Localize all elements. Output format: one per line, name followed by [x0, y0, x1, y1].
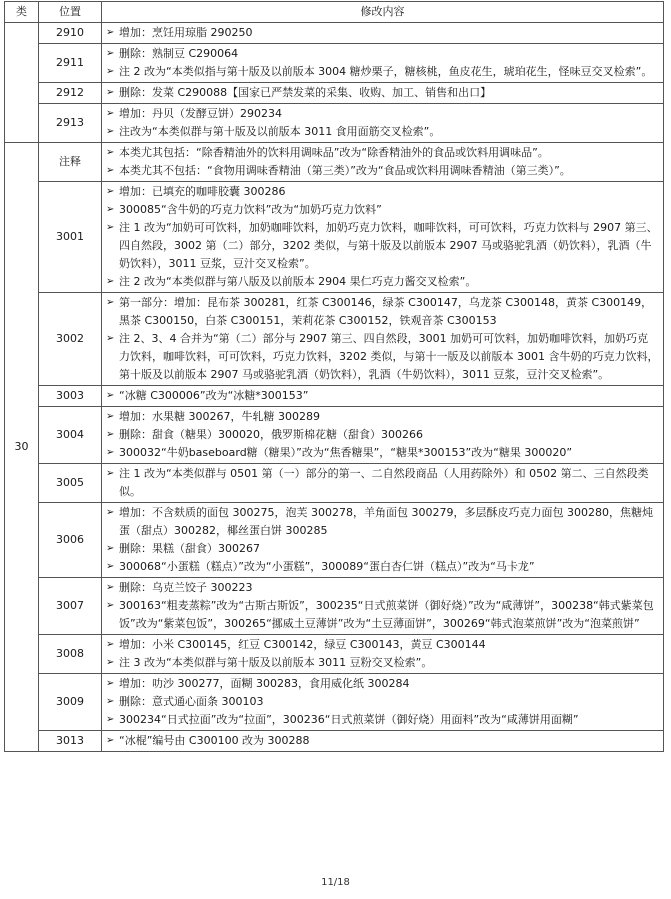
list-item — [106, 444, 659, 462]
item-text: 增加：丹贝（发酵豆饼）290234 — [119, 107, 282, 120]
table-row — [5, 464, 664, 503]
list-item — [106, 294, 659, 330]
arrow-bullet-icon: ➢ — [106, 333, 115, 344]
list-item — [106, 504, 659, 540]
table-row — [5, 386, 664, 407]
arrow-bullet-icon: ➢ — [106, 561, 115, 572]
item-text: 删除：果糕（甜食）300267 — [119, 542, 260, 555]
class-cell — [5, 23, 39, 143]
arrow-bullet-icon: ➢ — [106, 411, 115, 422]
content-cell — [102, 674, 664, 731]
table-row — [5, 674, 664, 731]
list-item — [106, 693, 659, 711]
item-text: “冰棍”编号由 C300100 改为 300288 — [119, 734, 310, 747]
arrow-bullet-icon: ➢ — [106, 126, 115, 137]
list-item — [106, 540, 659, 558]
content-cell — [102, 578, 664, 635]
position-cell: 3009 — [39, 674, 102, 731]
arrow-bullet-icon: ➢ — [106, 429, 115, 440]
table-row — [5, 578, 664, 635]
arrow-bullet-icon: ➢ — [106, 447, 115, 458]
item-text: 300085“含牛奶的巧克力饮料”改为“加奶巧克力饮料” — [119, 203, 382, 216]
arrow-bullet-icon: ➢ — [106, 507, 115, 518]
item-text: 删除：发菜 C290088【国家已严禁发菜的采集、收购、加工、销售和出口】 — [119, 86, 492, 99]
item-text: “冰糖 C300006”改为“冰糖*300153” — [119, 389, 309, 402]
arrow-bullet-icon: ➢ — [106, 186, 115, 197]
position-cell: 3004 — [39, 407, 102, 464]
page-number: 11/18 — [321, 877, 350, 888]
arrow-bullet-icon: ➢ — [106, 297, 115, 308]
list-item — [106, 387, 659, 405]
arrow-bullet-icon: ➢ — [106, 714, 115, 725]
item-text: 增加：叻沙 300277，面糊 300283，食用威化纸 300284 — [119, 677, 410, 690]
item-text: 删除：熟制豆 C290064 — [119, 47, 239, 60]
item-text: 第一部分：增加：昆布茶 300281，红茶 C300146，绿茶 C300147，乌龙茶 C300148，黄茶 C300149，黑茶 C300150，白茶 C300151，茉莉花茶 C300152，铁观音茶 C300153 — [119, 296, 653, 327]
arrow-bullet-icon: ➢ — [106, 66, 115, 77]
arrow-bullet-icon: ➢ — [106, 639, 115, 650]
list-item — [106, 408, 659, 426]
list-item — [106, 711, 659, 729]
list-item — [106, 84, 659, 102]
item-text: 增加：不含麸质的面包 300275，泡芙 300278，羊角面包 300279，多层酥皮巧克力面包 300280，焦糖炖蛋（甜点）300282，椰丝蛋白饼 300285 — [119, 506, 653, 537]
arrow-bullet-icon: ➢ — [106, 735, 115, 746]
position-cell: 2911 — [39, 44, 102, 83]
list-item — [106, 105, 659, 123]
arrow-bullet-icon: ➢ — [106, 543, 115, 554]
arrow-bullet-icon: ➢ — [106, 696, 115, 707]
content-cell — [102, 503, 664, 578]
header-content: 修改内容 — [102, 2, 664, 23]
position-cell: 注释 — [39, 143, 102, 182]
position-cell: 3006 — [39, 503, 102, 578]
list-item — [106, 597, 659, 633]
item-text: 300068“小蛋糕（糕点）”改为“小蛋糕”，300089“蛋白杏仁饼（糕点）”改为“马卡龙” — [119, 560, 535, 573]
list-item — [106, 201, 659, 219]
item-text: 增加：水果糖 300267，牛轧糖 300289 — [119, 410, 320, 423]
header-position: 位置 — [39, 2, 102, 23]
arrow-bullet-icon: ➢ — [106, 468, 115, 479]
arrow-bullet-icon: ➢ — [106, 222, 115, 233]
position-cell: 3003 — [39, 386, 102, 407]
item-text: 删除：乌克兰饺子 300223 — [119, 581, 253, 594]
table-row — [5, 23, 664, 44]
list-item — [106, 144, 659, 162]
list-item — [106, 123, 659, 141]
arrow-bullet-icon: ➢ — [106, 108, 115, 119]
table-row — [5, 182, 664, 293]
list-item — [106, 675, 659, 693]
item-text: 300032“牛奶baseboard糖（糖果）”改为“焦香糖果”，“糖果*300153”改为“糖果 300020” — [119, 446, 573, 459]
table-row — [5, 293, 664, 386]
item-text: 注 1 改为“加奶可可饮料，加奶咖啡饮料，加奶巧克力饮料，咖啡饮料，可可饮料，巧克力饮料与 2907 第三、四自然段，3002 第（二）部分，3202 类似，与第十版及以前版本 2907 马或骆驼乳酒（奶饮料），乳酒（牛奶饮料），3011 豆浆，豆汁交叉检索”。 — [119, 221, 658, 270]
position-cell: 3005 — [39, 464, 102, 503]
item-text: 注 2 改为“本类似指与第十版及以前版本 3004 糖炒栗子，糖核桃，鱼皮花生，琥珀花生，怪味豆交叉检索”。 — [119, 65, 653, 78]
arrow-bullet-icon: ➢ — [106, 582, 115, 593]
arrow-bullet-icon: ➢ — [106, 27, 115, 38]
list-item — [106, 732, 659, 750]
list-item — [106, 162, 659, 180]
content-cell — [102, 23, 664, 44]
header-class: 类 — [5, 2, 39, 23]
arrow-bullet-icon: ➢ — [106, 165, 115, 176]
content-cell — [102, 731, 664, 752]
class-cell: 30 — [5, 143, 39, 752]
revision-table — [4, 1, 664, 752]
item-text: 注 1 改为“本类似群与 0501 第（一）部分的第一、二自然段商品（人用药除外）和 0502 第二、三自然段类似。 — [119, 467, 649, 498]
arrow-bullet-icon: ➢ — [106, 48, 115, 59]
arrow-bullet-icon: ➢ — [106, 390, 115, 401]
list-item — [106, 465, 659, 501]
content-cell — [102, 407, 664, 464]
item-text: 300234“日式拉面”改为“拉面”，300236“日式煎菜饼（御好烧）用面料”改为“咸薄饼用面糊” — [119, 713, 579, 726]
list-item — [106, 273, 659, 291]
list-item — [106, 636, 659, 654]
list-item — [106, 219, 659, 273]
list-item — [106, 654, 659, 672]
table-row — [5, 44, 664, 83]
position-cell: 3007 — [39, 578, 102, 635]
position-cell: 3001 — [39, 182, 102, 293]
content-cell — [102, 44, 664, 83]
item-text: 增加：小米 C300145，红豆 C300142，绿豆 C300143，黄豆 C300144 — [119, 638, 486, 651]
item-text: 删除：甜食（糖果）300020，俄罗斯棉花糖（甜食）300266 — [119, 428, 423, 441]
list-item — [106, 24, 659, 42]
content-cell — [102, 104, 664, 143]
list-item — [106, 330, 659, 384]
list-item — [106, 63, 659, 81]
content-cell — [102, 635, 664, 674]
item-text: 注 3 改为“本类似群与第十版及以前版本 3011 豆粉交叉检索”。 — [119, 656, 433, 669]
arrow-bullet-icon: ➢ — [106, 678, 115, 689]
table-header-row — [5, 2, 664, 23]
table-row — [5, 635, 664, 674]
arrow-bullet-icon: ➢ — [106, 276, 115, 287]
table-row — [5, 407, 664, 464]
table-row — [5, 104, 664, 143]
item-text: 增加：已填充的咖啡胶囊 300286 — [119, 185, 286, 198]
content-cell — [102, 143, 664, 182]
arrow-bullet-icon: ➢ — [106, 657, 115, 668]
table-row — [5, 731, 664, 752]
arrow-bullet-icon: ➢ — [106, 147, 115, 158]
table-row — [5, 503, 664, 578]
list-item — [106, 426, 659, 444]
content-cell — [102, 182, 664, 293]
arrow-bullet-icon: ➢ — [106, 204, 115, 215]
item-text: 注 2、3、4 合并为“第（二）部分与 2907 第三、四自然段，3001 加奶可可饮料，加奶咖啡饮料，加奶巧克力饮料，咖啡饮料，可可饮料，巧克力饮料，3202 类似，与第十一版及以前版本 3001 含牛奶的巧克力饮料，第十版及以前版本 2907 马或骆驼乳酒（奶饮料），乳酒（牛奶饮料），3011 豆浆，豆汁交叉检索”。 — [119, 332, 659, 381]
item-text: 注改为“本类似群与第十版及以前版本 3011 食用面筋交叉检索”。 — [119, 125, 441, 138]
item-text: 本类尤其包括：“除香精油外的饮料用调味品”改为“除香精油外的食品或饮料用调味品”。 — [119, 146, 549, 159]
position-cell: 2913 — [39, 104, 102, 143]
position-cell: 3002 — [39, 293, 102, 386]
arrow-bullet-icon: ➢ — [106, 600, 115, 611]
item-text: 本类尤其不包括：“食物用调味香精油（第三类）”改为“食品或饮料用调味香精油（第三类）”。 — [119, 164, 571, 177]
content-cell — [102, 83, 664, 104]
item-text: 300163“粗麦蒸粽”改为“古斯古斯饭”，300235“日式煎菜饼（御好烧）”改为“咸薄饼”，300238“韩式紫菜包饭”改为“紫菜包饭”，300265“挪威土豆薄饼”改为“土豆薄面饼”，300269“韩式泡菜煎饼”改为“泡菜煎饼” — [119, 599, 654, 630]
table-row — [5, 143, 664, 182]
position-cell: 2910 — [39, 23, 102, 44]
table-row — [5, 83, 664, 104]
content-cell — [102, 293, 664, 386]
list-item — [106, 558, 659, 576]
content-cell — [102, 386, 664, 407]
position-cell: 2912 — [39, 83, 102, 104]
position-cell: 3008 — [39, 635, 102, 674]
content-cell — [102, 464, 664, 503]
position-cell: 3013 — [39, 731, 102, 752]
arrow-bullet-icon: ➢ — [106, 87, 115, 98]
list-item — [106, 45, 659, 63]
list-item — [106, 579, 659, 597]
list-item — [106, 183, 659, 201]
item-text: 增加：烹饪用琼脂 290250 — [119, 26, 253, 39]
item-text: 删除：意式通心面条 300103 — [119, 695, 264, 708]
item-text: 注 2 改为“本类似群与第八版及以前版本 2904 果仁巧克力酱交叉检索”。 — [119, 275, 477, 288]
